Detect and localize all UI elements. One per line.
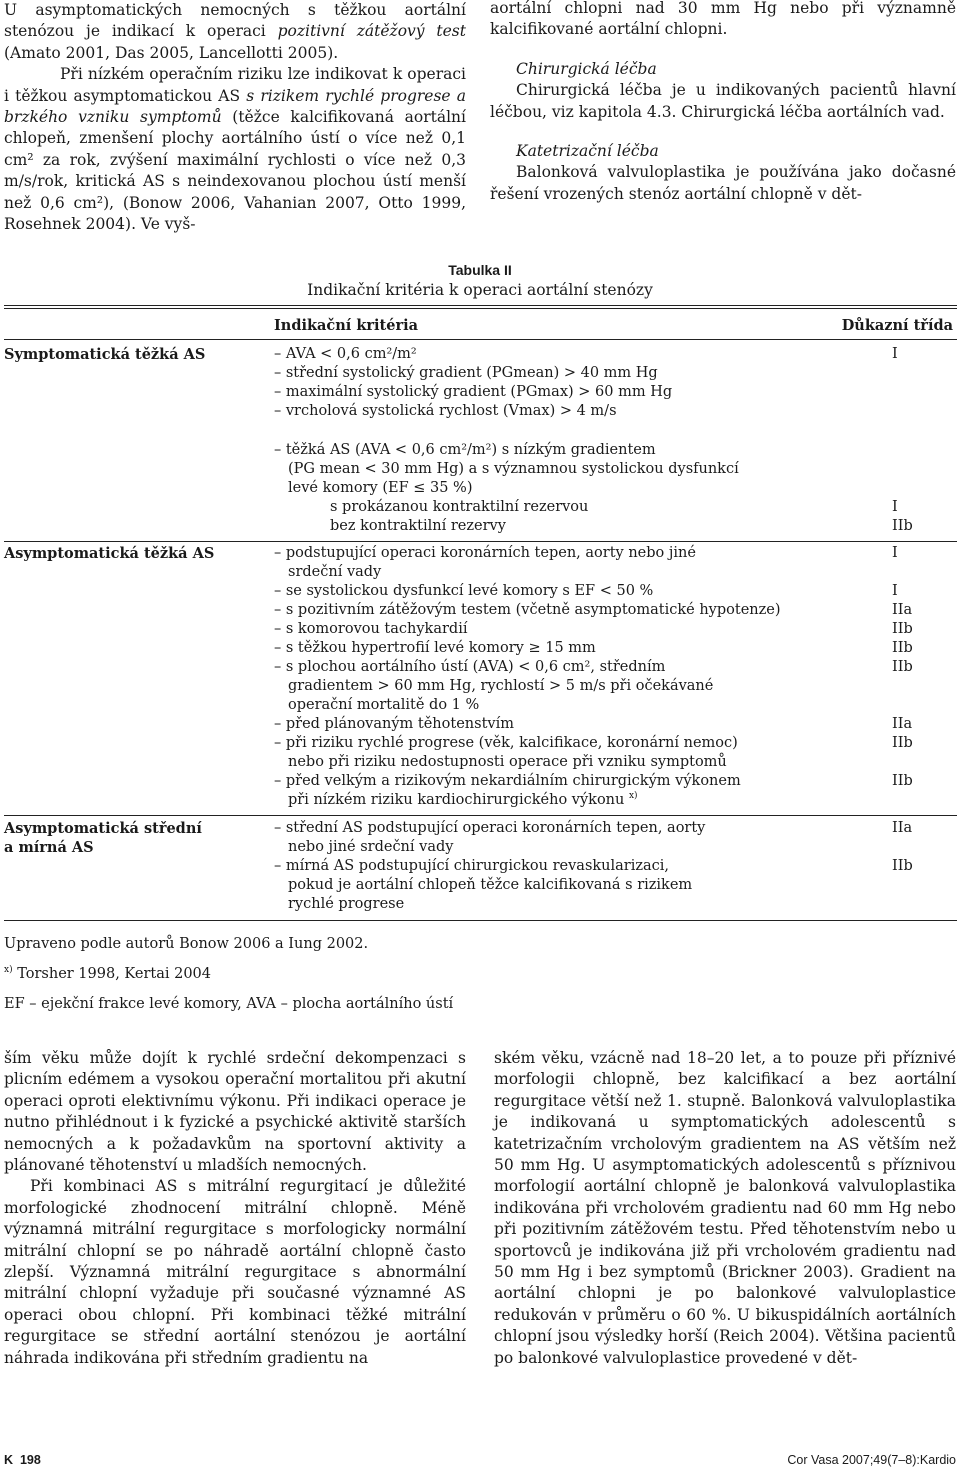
criterion-line: bez kontraktilní rezervy: [330, 518, 506, 534]
table-note: Upraveno podle autorů Bonow 2006 a Iung 2002.: [4, 936, 369, 952]
criterion-line: – se systolickou dysfunkcí levé komory s EF < 50 %: [274, 583, 654, 599]
top-left-column: [4, 0, 466, 235]
criterion-line: – AVA < 0,6 cm²/m²: [274, 346, 417, 362]
table-title: Indikační kritéria k operaci aortální stenózy: [307, 281, 653, 299]
criterion-line: pokud je aortální chlopeň těžce kalcifikovaná s rizikem: [288, 877, 693, 893]
table-group-rule: [4, 541, 957, 542]
evidence-class: IIb: [892, 858, 913, 874]
evidence-class: I: [892, 499, 898, 515]
evidence-class: I: [892, 346, 898, 362]
table-caption: [0, 260, 960, 300]
table-label: Tabulka II: [448, 262, 512, 278]
paragraph: Při kombinaci AS s mitrální regurgitací je důležité morfologické zhodnocení mitrální chlopně. Méně významná mitrální regurgitace s morfologicky normální mitrální chlopní se po náhradě aortální chlopně často zlepší. Významná mitrální regurgitace s abnormální mitrální chlopní vyžaduje při současné významné AS operaci obou chlopní. Při kombinaci těžké mitrální regurgitace se střední aortální stenózou je aortální náhrada indikována při středním gradientu na: [4, 1177, 466, 1367]
evidence-class: I: [892, 545, 898, 561]
paragraph: aortální chlopni nad 30 mm Hg nebo při významně kalcifikované aortální chlopni.: [490, 0, 956, 39]
paragraph: Při nízkém operačním riziku lze indikovat k operaci i těžkou asymptomatickou AS s rizikem rychlé progrese a brzkého vzniku symptomů (těžce kalcifikovaná aortální chlopeň, zmenšení plochy aortálního ústí o více než 0,1 cm² za rok, zvýšení maximální rychlosti o více než 0,3 m/s/rok, kritická AS s neindexovanou plochou ústí menší než 0,6 cm²), (Bonow 2006, Vahanian 2007, Otto 1999, Rosehnek 2004). Ve vyš-: [4, 65, 466, 234]
criterion-line: – vrcholová systolická rychlost (Vmax) > 4 m/s: [274, 403, 617, 419]
table-notes: [4, 935, 704, 1025]
table-group-rule: [4, 815, 957, 816]
bottom-right-column: [494, 1048, 956, 1369]
group-label: Asymptomatická těžká AS: [4, 545, 215, 562]
criterion-line: s prokázanou kontraktilní rezervou: [330, 499, 589, 515]
evidence-class: IIb: [892, 659, 913, 675]
criterion-line: (PG mean < 30 mm Hg) a s významnou systolickou dysfunkcí: [288, 461, 739, 477]
paragraph: Balonková valvuloplastika je používána jako dočasné řešení vrozených stenóz aortální chlopně v dět-: [490, 163, 956, 203]
column-header-class: Důkazní třída: [841, 317, 953, 334]
table-top-rule: [4, 305, 957, 306]
table-note: EF – ejekční frakce levé komory, AVA – plocha aortálního ústí: [4, 996, 454, 1012]
evidence-class: IIa: [892, 602, 913, 618]
criterion-line: – s komorovou tachykardií: [274, 621, 468, 637]
evidence-class: I: [892, 583, 898, 599]
criterion-line: – střední systolický gradient (PGmean) > 40 mm Hg: [274, 365, 658, 381]
criterion-line: – s plochou aortálního ústí (AVA) < 0,6 cm², středním: [274, 659, 666, 675]
criterion-line: – před velkým a rizikovým nekardiálním chirurgickým výkonem: [274, 773, 741, 789]
criterion-line: rychlé progrese: [288, 896, 405, 912]
criterion-line: nebo jiné srdeční vady: [288, 839, 454, 855]
criterion-line: – při riziku rychlé progrese (věk, kalcifikace, koronární nemoc): [274, 735, 738, 751]
footnote-marker: x): [4, 965, 13, 976]
group-label: a mírná AS: [4, 839, 94, 856]
section-heading: Katetrizační léčba: [516, 142, 659, 161]
evidence-class: IIb: [892, 735, 913, 751]
evidence-class: IIa: [892, 716, 913, 732]
criterion-line: levé komory (EF ≤ 35 %): [288, 480, 473, 496]
criterion-line: – podstupující operaci koronárních tepen, aorty nebo jiné: [274, 545, 696, 561]
criterion-line: – s těžkou hypertrofií levé komory ≥ 15 mm: [274, 640, 596, 656]
page-number: K 198: [4, 1453, 41, 1467]
footnote-marker: x): [628, 791, 638, 802]
section-heading: Chirurgická léčba: [516, 59, 657, 78]
evidence-class: IIb: [892, 518, 913, 534]
journal-citation: Cor Vasa 2007;49(7–8):Kardio: [787, 1453, 956, 1467]
top-right-column: [490, 0, 956, 205]
evidence-class: IIb: [892, 640, 913, 656]
criterion-line: nebo při riziku nedostupnosti operace při vzniku symptomů: [288, 754, 727, 770]
criterion-line: operační mortalitě do 1 %: [288, 697, 480, 713]
criterion-line: při nízkém riziku kardiochirurgického výkonu $^{x)}$: [288, 791, 638, 808]
evidence-class: IIb: [892, 773, 913, 789]
paragraph: Chirurgická léčba je u indikovaných pacientů hlavní léčbou, viz kapitola 4.3. Chirurgická léčba aortálních vad.: [490, 81, 956, 121]
criterion-line: – těžká AS (AVA < 0,6 cm²/m²) s nízkým gradientem: [274, 442, 656, 458]
criterion-line: gradientem > 60 mm Hg, rychlostí > 5 m/s při očekávané: [288, 678, 714, 694]
paragraph: ším věku může dojít k rychlé srdeční dekompenzaci s plicním edémem a vysokou operační mortalitou při akutní operaci oproti elektivnímu výkonu. Při indikaci operace je nutno přihlédnout i k fyzické a psychické aktivitě starších nemocných a k požadavkům na sportovní aktivity a plánované těhotenství u mladších nemocných.: [4, 1049, 466, 1175]
paragraph: ském věku, vzácně nad 18–20 let, a to pouze při příznivé morfologii chlopně, bez kalcifikací a bez aortální regurgitace větší než 1. stupně. Balonková valvuloplastika je indikovaná u symptomatických adolescentů s katetrizačním vrcholovým gradientem na AS větším než 50 mm Hg. U asymptomatických adolescentů s příznivou morfologií aortální chlopně je balonková valvuloplastika indikována při vrcholovém gradientu nad 60 mm Hg nebo při pozitivním zátěžovém testu. Před těhotenstvím nebo u sportovců je indikována již při vrcholovém gradientu nad 50 mm Hg i bez symptomů (Brickner 2003). Gradient na aortální chlopni je po balonkové valvuloplastice redukován v průměru o 60 %. U bikuspidálních aortálních chlopní jsou výsledky horší (Reich 2004). Většina pacientů po balonkové valvuloplastice provedené v dět-: [494, 1049, 956, 1367]
table-bottom-rule: [4, 920, 957, 921]
table-header-rule: [4, 339, 957, 340]
criterion-line: – mírná AS podstupující chirurgickou revaskularizaci,: [274, 858, 670, 874]
group-label: Symptomatická těžká AS: [4, 346, 206, 363]
criterion-line: – s pozitivním zátěžovým testem (včetně asymptomatické hypotenze): [274, 602, 781, 618]
column-header-criteria: Indikační kritéria: [274, 317, 419, 334]
criterion-line: srdeční vady: [288, 564, 382, 580]
criterion-line: – maximální systolický gradient (PGmax) > 60 mm Hg: [274, 384, 673, 400]
group-label: Asymptomatická střední: [4, 820, 202, 837]
evidence-class: IIa: [892, 820, 913, 836]
criterion-line: – střední AS podstupující operaci koronárních tepen, aorty: [274, 820, 706, 836]
table-top-rule-2: [4, 308, 957, 309]
criterion-line: – před plánovaným těhotenstvím: [274, 716, 514, 732]
evidence-class: IIb: [892, 621, 913, 637]
bottom-left-column: [4, 1048, 466, 1369]
table-note: $^{x)}$ Torsher 1998, Kertai 2004: [4, 965, 212, 982]
paragraph: U asymptomatických nemocných s těžkou aortální stenózou je indikací k operaci pozitivní zátěžový test (Amato 2001, Das 2005, Lancellotti 2005).: [4, 1, 466, 62]
